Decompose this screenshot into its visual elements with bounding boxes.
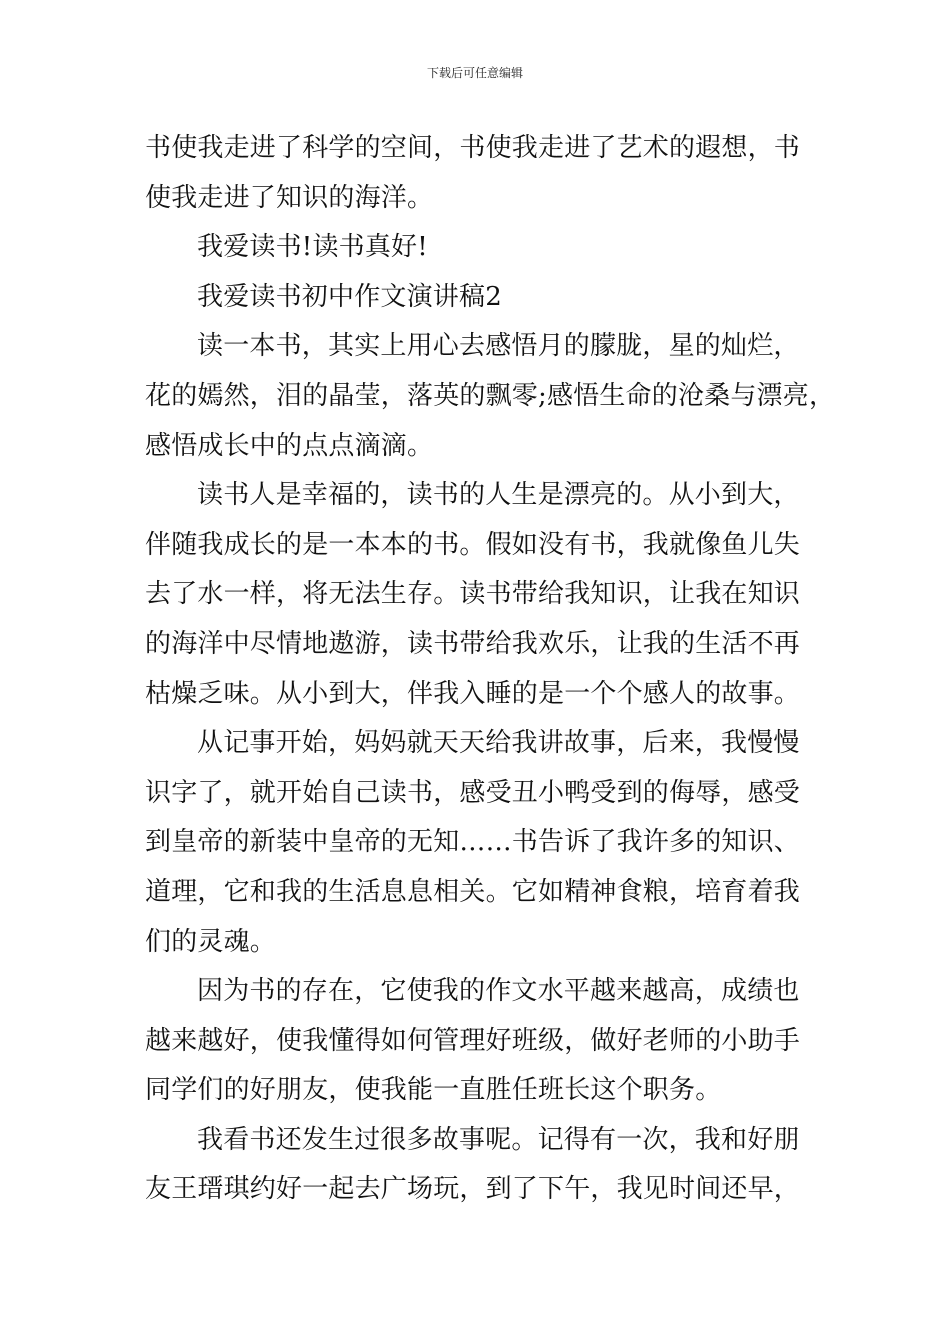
- text-line: 因为书的存在，它使我的作文水平越来越高，成绩也: [197, 976, 800, 1007]
- document-body: [145, 124, 836, 1215]
- text-line: 伴随我成长的是一本本的书。假如没有书，我就像鱼儿失: [145, 529, 801, 560]
- text-line: 使我走进了知识的海洋。: [145, 182, 434, 213]
- text-line: 识字了，就开始自己读书，感受丑小鸭受到的侮辱，感受: [145, 777, 801, 808]
- text-line: 道理，它和我的生活息息相关。它如精神食粮，培育着我: [145, 876, 801, 907]
- text-line: 花的嫣然，泪的晶莹，落英的飘零;感悟生命的沧桑与漂亮，: [145, 380, 836, 411]
- text-line: 我看书还发生过很多故事呢。记得有一次，我和好朋: [197, 1124, 800, 1155]
- text-line: 越来越好，使我懂得如何管理好班级，做好老师的小助手: [145, 1025, 801, 1056]
- page-header-note: 下载后可任意编辑: [426, 66, 523, 80]
- text-line: 读一本书，其实上用心去感悟月的朦胧，星的灿烂，: [197, 331, 800, 362]
- text-line: 枯燥乏味。从小到大，伴我入睡的是一个个感人的故事。: [145, 678, 801, 709]
- text-line: 到皇帝的新装中皇帝的无知……书告诉了我许多的知识、: [145, 827, 801, 858]
- text-line: 我爱读书!读书真好!: [197, 232, 428, 263]
- text-line: 去了水一样，将无法生存。读书带给我知识，让我在知识: [145, 579, 801, 610]
- text-line: 们的灵魂。: [145, 926, 277, 957]
- text-line: 读书人是幸福的，读书的人生是漂亮的。从小到大，: [197, 480, 800, 511]
- text-line: 的海洋中尽情地遨游，读书带给我欢乐，让我的生活不再: [145, 628, 801, 659]
- text-line: 从记事开始，妈妈就天天给我讲故事，后来，我慢慢: [197, 728, 800, 759]
- section-title: 我爱读书初中作文演讲稿2: [197, 281, 502, 312]
- text-line: 同学们的好朋友，使我能一直胜任班长这个职务。: [145, 1075, 722, 1106]
- text-line: 友王瑨琪约好一起去广场玩，到了下午，我见时间还早，: [145, 1174, 801, 1205]
- text-line: 书使我走进了科学的空间，书使我走进了艺术的遐想，书: [145, 133, 801, 163]
- text-line: 感悟成长中的点点滴滴。: [145, 430, 434, 461]
